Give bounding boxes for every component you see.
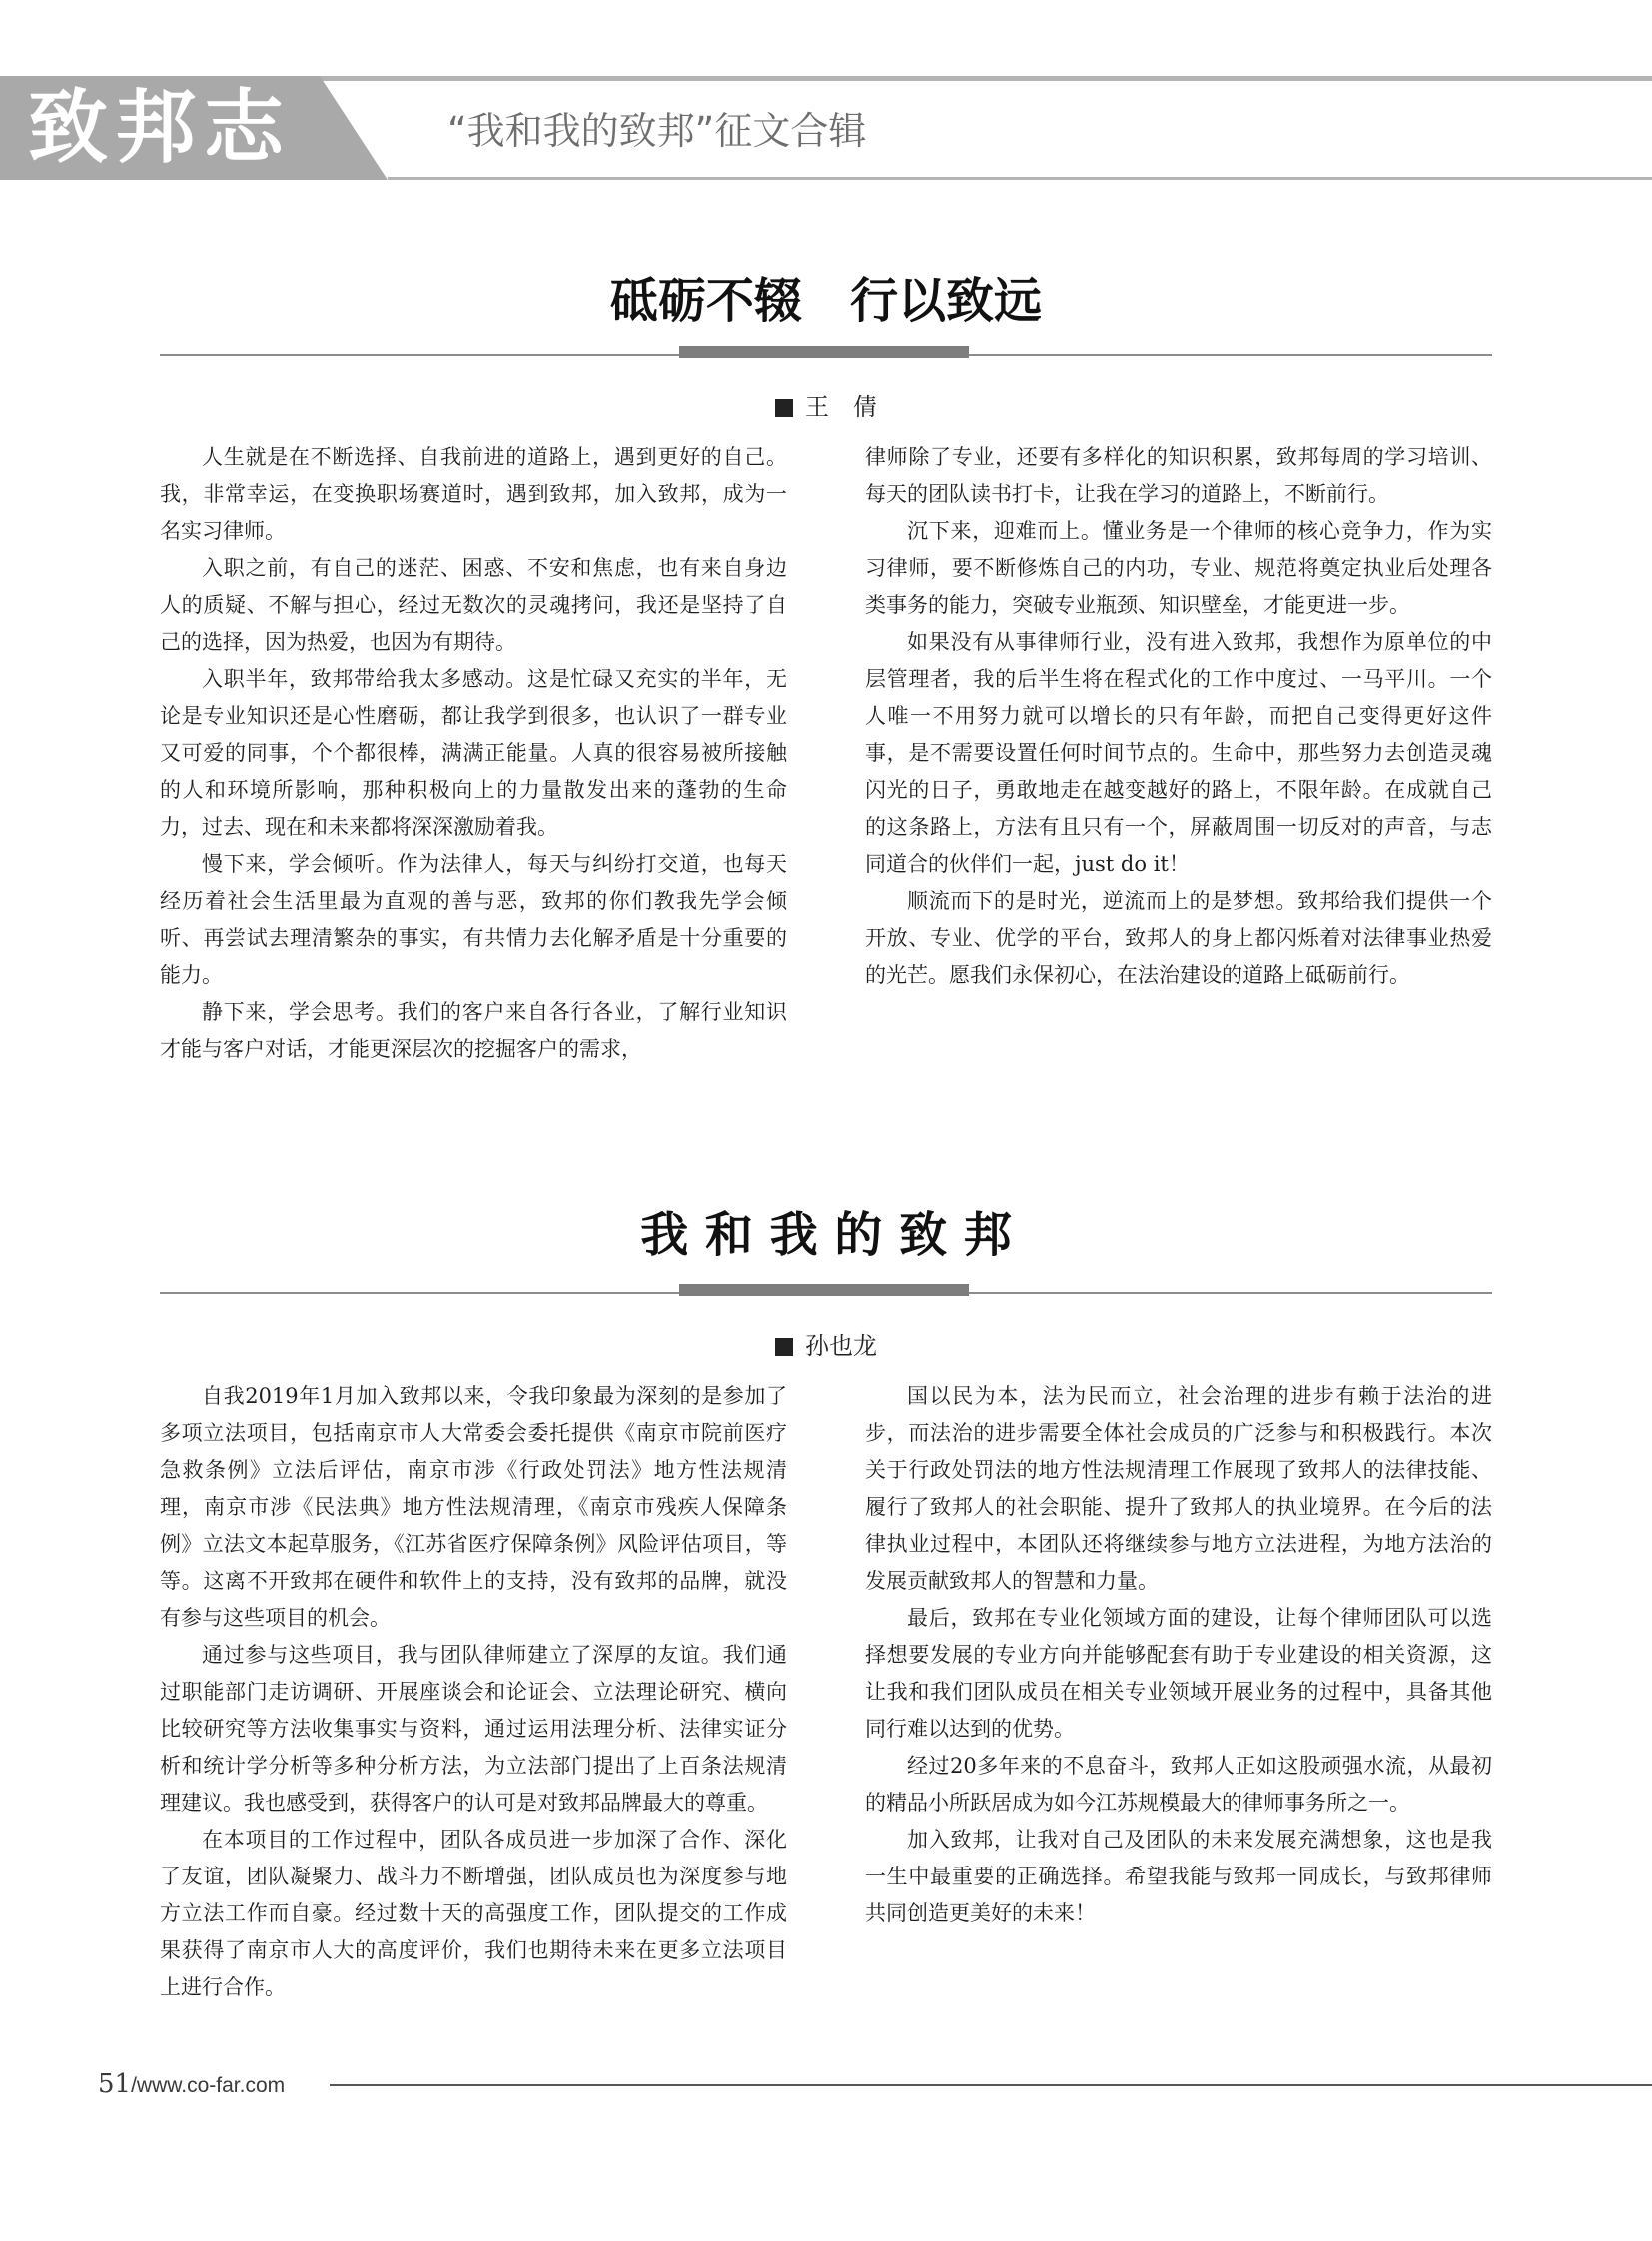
series-title: “我和我的致邦”征文合辑 bbox=[447, 109, 867, 153]
paragraph: 通过参与这些项目，我与团队律师建立了深厚的友谊。我们通过职能部门走访调研、开展座谈会和论证会、立法理论研究、横向比较研究等方法收集事实与资料，通过运用法理分析、法律实证分析和统计学分析等多种分析方法，为立法部门提出了上百条法规清理建议。我也感受到，获得客户的认可是对致邦品牌最大的尊重。 bbox=[160, 1643, 787, 1815]
paragraph: 国以民为本，法为民而立，社会治理的进步有赖于法治的进步，而法治的进步需要全体社会成员的广泛参与和积极践行。本次关于行政处罚法的地方性法规清理工作展现了致邦人的法律技能、履行了致邦人的社会职能、提升了致邦人的执业境界。在今后的法律执业过程中，本团队还将继续参与地方立法进程，为地方法治的发展贡献致邦人的智慧和力量。 bbox=[865, 1384, 1492, 1593]
paragraph: 加入致邦，让我对自己及团队的未来发展充满想象，这也是我一生中最重要的正确选择。希望我能与致邦一同成长，与致邦律师共同创造更美好的未来！ bbox=[865, 1828, 1492, 1925]
article2-title: 我 和 我 的 致 邦 bbox=[640, 1207, 1012, 1263]
paragraph: 入职之前，有自己的迷茫、困惑、不安和焦虑，也有来自身边人的质疑、不解与担心，经过无数次的灵魂拷问，我还是坚持了自己的选择，因为热爱，也因为有期待。 bbox=[160, 556, 787, 654]
article1-author-name: 王 倩 bbox=[805, 393, 877, 421]
article2-title-rule-accent bbox=[679, 1284, 969, 1296]
article2-author-name: 孙也龙 bbox=[805, 1332, 877, 1360]
paragraph: 律师除了专业，还要有多样化的知识积累，致邦每周的学习培训、每天的团队读书打卡，让我在学习的道路上，不断前行。 bbox=[865, 445, 1492, 506]
page-number: 51 bbox=[98, 2069, 132, 2099]
paragraph: 在本项目的工作过程中，团队各成员进一步加深了合作、深化了友谊，团队凝聚力、战斗力不断增强，团队成员也为深度参与地方立法工作而自豪。经过数十天的高强度工作，团队提交的工作成果获得了南京市人大的高度评价，我们也期待未来在更多立法项目上进行合作。 bbox=[160, 1828, 787, 1999]
article1-left-column bbox=[160, 439, 787, 1068]
article2-author bbox=[160, 1326, 1492, 1361]
magazine-brand: 致邦志 bbox=[28, 81, 292, 174]
paragraph: 人生就是在不断选择、自我前进的道路上，遇到更好的自己。我，非常幸运，在变换职场赛道时，遇到致邦，加入致邦，成为一名实习律师。 bbox=[160, 445, 787, 543]
footer-rule bbox=[330, 2084, 1652, 2086]
paragraph: 如果没有从事律师行业，没有进入致邦，我想作为原单位的中层管理者，我的后半生将在程式化的工作中度过、一马平川。一个人唯一不用努力就可以增长的只有年龄，而把自己变得更好这件事，是不需要设置任何时间节点的。生命中，那些努力去创造灵魂闪光的日子，勇敢地走在越变越好的路上，不限年龄。在成就自己的这条路上，方法有且只有一个，屏蔽周围一切反对的声音，与志同道合的伙伴们一起，just do it！ bbox=[865, 630, 1492, 876]
paragraph: 静下来，学会思考。我们的客户来自各行各业，了解行业知识才能与客户对话，才能更深层次的挖掘客户的需求， bbox=[160, 1000, 787, 1061]
paragraph: 入职半年，致邦带给我太多感动。这是忙碌又充实的半年，无论是专业知识还是心性磨砺，都让我学到很多，也认识了一群专业又可爱的同事，个个都很棒，满满正能量。人真的很容易被所接触的人和环境所影响，那种积极向上的力量散发出来的蓬勃的生命力，过去、现在和未来都将深深激励着我。 bbox=[160, 667, 787, 839]
author-square-icon bbox=[775, 1338, 793, 1356]
paragraph: 自我2019年1月加入致邦以来，令我印象最为深刻的是参加了多项立法项目，包括南京市人大常委会委托提供《南京市院前医疗急救条例》立法后评估，南京市涉《行政处罚法》地方性法规清理，南京市涉《民法典》地方性法规清理，《南京市残疾人保障条例》立法文本起草服务，《江苏省医疗保障条例》风险评估项目，等等。这离不开致邦在硬件和软件上的支持，没有致邦的品牌，就没有参与这些项目的机会。 bbox=[160, 1384, 787, 1630]
paragraph: 慢下来，学会倾听。作为法律人，每天与纠纷打交道，也每天经历着社会生活里最为直观的善与恶，致邦的你们教我先学会倾听、再尝试去理清繁杂的事实，有共情力去化解矛盾是十分重要的能力。 bbox=[160, 852, 787, 987]
article1-title-rule-accent bbox=[679, 346, 969, 358]
article1-author bbox=[160, 387, 1492, 422]
paragraph: 经过20多年来的不息奋斗，致邦人正如这股顽强水流，从最初的精品小所跃居成为如今江苏规模最大的律师事务所之一。 bbox=[865, 1754, 1492, 1815]
paragraph: 最后，致邦在专业化领域方面的建设，让每个律师团队可以选择想要发展的专业方向并能够配套有助于专业建设的相关资源，这让我和我们团队成员在相关专业领域开展业务的过程中，具备其他同行难以达到的优势。 bbox=[865, 1606, 1492, 1741]
article2-left-column bbox=[160, 1378, 787, 2006]
article2-right-column bbox=[865, 1378, 1492, 1932]
page-footer bbox=[98, 2069, 285, 2099]
paragraph: 沉下来，迎难而上。懂业务是一个律师的核心竞争力，作为实习律师，要不断修炼自己的内功，专业、规范将奠定执业后处理各类事务的能力，突破专业瓶颈、知识壁垒，才能更进一步。 bbox=[865, 519, 1492, 617]
article1-title: 砥砺不辍 行以致远 bbox=[609, 273, 1042, 329]
article1-right-column bbox=[865, 439, 1492, 994]
author-square-icon bbox=[775, 399, 793, 417]
website-link[interactable]: /www.co-far.com bbox=[131, 2074, 286, 2097]
header-rule-top bbox=[320, 76, 1652, 81]
header-rule-bottom bbox=[388, 177, 1652, 180]
paragraph: 顺流而下的是时光，逆流而上的是梦想。致邦给我们提供一个开放、专业、优学的平台，致邦人的身上都闪烁着对法律事业热爱的光芒。愿我们永保初心，在法治建设的道路上砥砺前行。 bbox=[865, 889, 1492, 987]
